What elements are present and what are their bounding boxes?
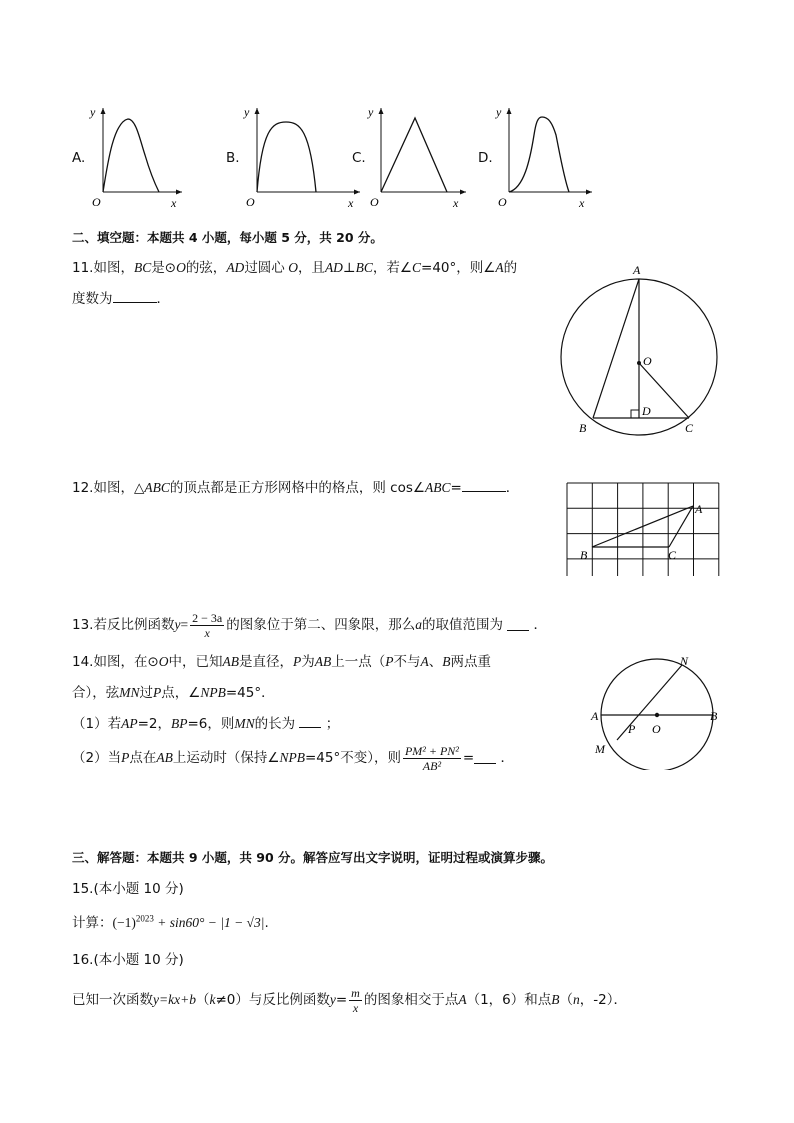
- answer-blank: [113, 291, 157, 303]
- option-letter: D.: [478, 150, 493, 166]
- q11-line1: 11.如图，BC是⊙O的弦，AD过圆心 O，且AD⊥BC，若∠C=40°，则∠A的: [72, 260, 518, 276]
- q15-head: 15.(本小题 10 分): [72, 881, 184, 897]
- point-label-o: O: [652, 722, 661, 736]
- point-label-p: P: [628, 722, 636, 736]
- point-label-a: A: [591, 709, 599, 723]
- point-label-b: B: [579, 421, 587, 435]
- point-label-n: N: [680, 654, 689, 668]
- graph-d-svg: [476, 100, 596, 212]
- origin-label: O: [498, 195, 507, 209]
- answer-blank: [474, 752, 496, 764]
- q11-line2: 度数为 ．: [72, 291, 170, 307]
- origin-label: O: [370, 195, 379, 209]
- y-axis-label: y: [496, 105, 502, 119]
- point-label-c: C: [685, 421, 694, 435]
- question-number: 14.: [72, 654, 94, 670]
- q14-sub1: （1）若AP=2，BP=6，则MN的长为 ；: [72, 716, 340, 732]
- graph-a-svg: [70, 100, 190, 212]
- point-label-c: C: [668, 548, 677, 562]
- x-axis-label: x: [348, 196, 354, 210]
- option-letter: C.: [352, 150, 366, 166]
- point-label-o: O: [643, 354, 652, 368]
- q12-grid-figure: [560, 476, 730, 576]
- q14-sub2: （2）当 P 点在 AB 上运动时（保持∠ NPB =45°不变），则 $\frac{\text{PM² + PN²}}{\text{AB²}}$ = ．: [72, 743, 515, 773]
- point-label-d: D: [642, 404, 651, 418]
- x-axis-label: x: [453, 196, 459, 210]
- point-label-m: M: [595, 742, 605, 756]
- question-number: 13.: [72, 617, 94, 633]
- y-axis-label: y: [368, 105, 374, 119]
- q15-text: 计算：$(-1)^{2023} + \sin 60^\circ - |1 - √3|$.: [72, 913, 269, 931]
- point-label-a: A: [633, 263, 641, 277]
- option-letter: A.: [72, 150, 86, 166]
- answer-blank: [462, 480, 506, 492]
- graph-c-svg: [350, 100, 470, 212]
- origin-label: O: [92, 195, 101, 209]
- x-axis-label: x: [579, 196, 585, 210]
- answer-blank: [299, 716, 321, 728]
- y-axis-label: y: [90, 105, 96, 119]
- answer-blank: [507, 619, 529, 631]
- fraction: $\frac{2 - 3a}{x}$: [192, 610, 223, 640]
- fraction: $\frac{\text{PM² + PN²}}{\text{AB²}}$: [404, 743, 459, 773]
- question-number: 12.: [72, 480, 94, 496]
- q12-text: 12.如图，△ABC的顶点都是正方形网格中的格点，则 cos∠ABC= ．: [72, 480, 520, 496]
- q14-line2: 合），弦MN过P点，∠NPB=45°．: [72, 685, 275, 701]
- graph-option-a: [70, 100, 190, 212]
- q16-text: 已知一次函数 y=kx+b （ k ≠0）与反比例函数 y = $\frac{m}{x}$ 的图象相交于点 A （1，6）和点 B （ n ，-2）．: [72, 985, 627, 1015]
- graph-option-b: [224, 100, 364, 212]
- point-label-b: B: [710, 709, 718, 723]
- point-label-a: A: [695, 502, 703, 516]
- q14-line1: 14.如图，在⊙O中，已知AB是直径，P为AB上一点（P不与A、B两点重: [72, 654, 492, 670]
- q11-circle-figure: [555, 260, 735, 440]
- section2-title: 二、填空题：本题共 4 小题，每小题 5 分，共 20 分。: [72, 230, 383, 245]
- graph-option-d: [476, 100, 596, 212]
- graph-option-c: [350, 100, 470, 212]
- fraction: $\frac{m}{x}$: [351, 985, 360, 1015]
- origin-label: O: [246, 195, 255, 209]
- q14-circle-figure: [585, 650, 735, 770]
- q13-text: 13. 若反比例函数 y = $\frac{2 - 3a}{x}$ 的图象位于第二、四象限，那么 a 的取值范围为 ．: [72, 610, 548, 640]
- x-axis-label: x: [171, 196, 177, 210]
- graph-b-svg: [224, 100, 364, 212]
- y-axis-label: y: [244, 105, 250, 119]
- section3-title: 三、解答题：本题共 9 小题，共 90 分。解答应写出文字说明，证明过程或演算步骤。: [72, 850, 554, 865]
- option-letter: B.: [226, 150, 240, 166]
- question-number: 11.: [72, 260, 94, 276]
- q16-head: 16.(本小题 10 分): [72, 952, 184, 968]
- point-label-b: B: [580, 548, 588, 562]
